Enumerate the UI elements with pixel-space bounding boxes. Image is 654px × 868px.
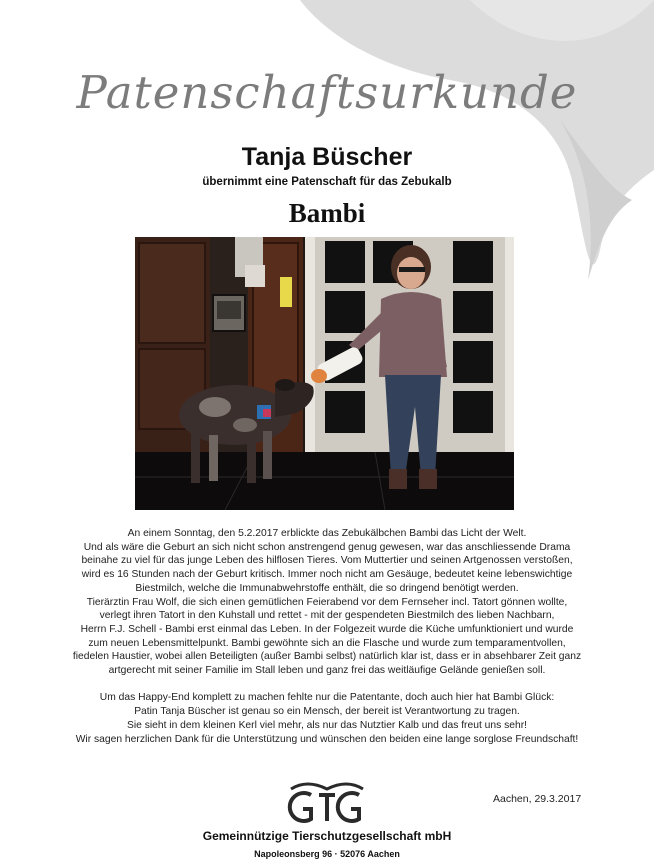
story-line: beinahe zu viel für das junge Leben des hilflosen Tieres. Vom Muttertier und seinen Artgenossen verstoßen,	[81, 555, 573, 567]
calf-name: Bambi	[288, 198, 366, 228]
story-line: wird es 16 Stunden nach der Geburt kritisch. Immer noch nicht am Gesäuge, bedeutet keine lebenswichtige	[81, 569, 573, 581]
photo-calf-feeding	[135, 237, 514, 510]
story-line: Und als wäre die Geburt an sich nicht schon anstrengend genug gewesen, war das anschliessende Drama	[83, 541, 571, 553]
sponsor-name: Tanja Büscher	[241, 143, 413, 171]
story-line: artgerecht mit seiner Familie im Stall leben und ganz frei das weitläufige Gelände genießen soll.	[108, 665, 546, 677]
closing-line: Patin Tanja Büscher ist genau so ein Mensch, der bereit ist Verantwortung zu tragen.	[134, 706, 520, 718]
closing-line: Wir sagen herzlichen Dank für die Unterstützung und wünschen den beiden eine lange sorglose Freundschaft!	[75, 733, 579, 745]
story-line: An einem Sonntag, den 5.2.2017 erblickte das Zebukälbchen Bambi das Licht der Welt.	[127, 528, 527, 539]
story-line: Herrn F.J. Schell - Bambi erst einmal das Leben. In der Folgezeit wurde die Küche umfunktioniert und wurde	[80, 623, 574, 635]
place-date: Aachen, 29.3.2017	[493, 793, 582, 805]
photo-illustration	[135, 237, 514, 510]
closing-line: Um das Happy-End komplett zu machen fehlte nur die Patentante, doch auch hier hat Bambi Glück:	[99, 692, 555, 704]
story-line: fiedelen Haustier, wobei allen Beteiligten (außer Bambi selbst) natürlich klar ist, dass er in absehbarer Zeit ganz	[72, 651, 582, 663]
certificate-title: Patenschaftsurkunde	[76, 66, 578, 119]
organization-name: Gemeinnützige Tierschutzgesellschaft mbH	[202, 829, 452, 843]
closing-line: Sie sieht in dem kleinen Kerl viel mehr, als nur das Nutztier Kalb und das freut uns sehr!	[126, 719, 528, 731]
gtg-logo	[277, 781, 377, 827]
story-text	[50, 527, 604, 746]
story-line: verlegt ihren Tatort in den Kuhstall und rettet - mit der gespendeten Biestmilch des lieben Nachbarn,	[99, 610, 555, 622]
story-line: Biestmilch, welche die Immunabwehrstoffe enthält, die so dringend benötigt werden.	[135, 582, 519, 594]
organization-address: Napoleonsberg 96 · 52076 Aachen	[254, 849, 400, 859]
sponsorship-subtitle: übernimmt eine Patenschaft für das Zebukalb	[202, 176, 452, 188]
story-line: zum neuen Lebensmittelpunkt. Bambi gewöhnte sich an die Flasche und wurde zum temparamentvollen,	[88, 637, 566, 649]
story-line: Tierärztin Frau Wolf, die sich einen gemütlichen Feierabend vor dem Fernseher incl. Tatort gönnen wollte,	[86, 596, 568, 608]
